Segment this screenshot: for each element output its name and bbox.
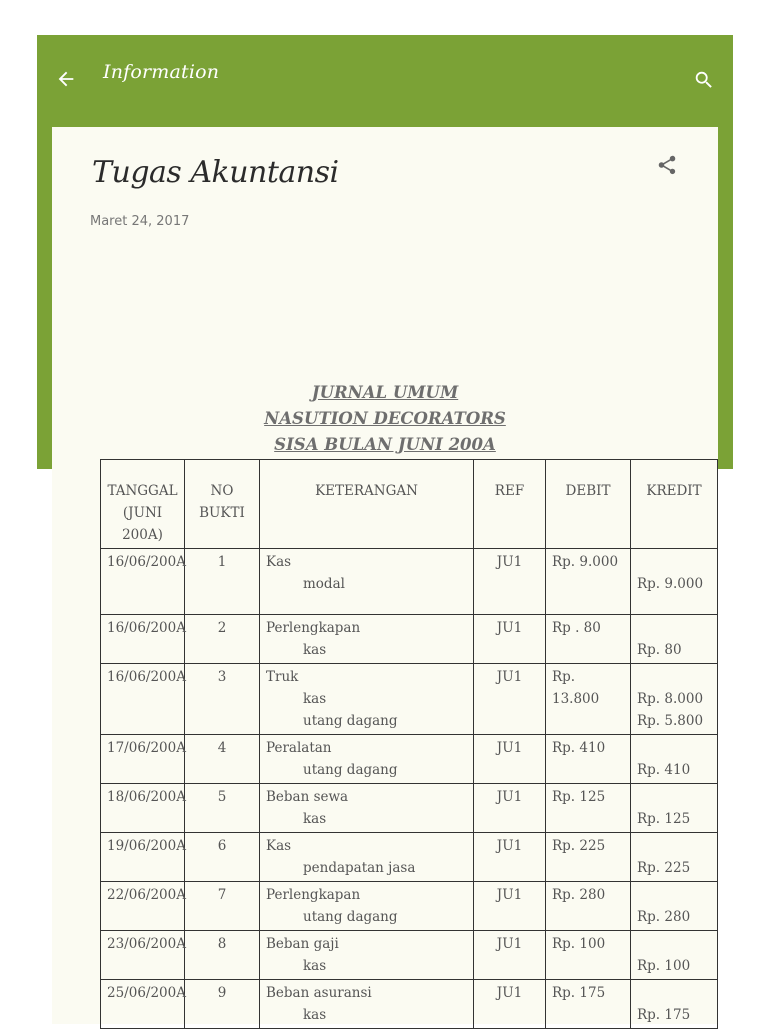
kredit-value: Rp. 125 bbox=[637, 811, 691, 827]
credit-account: kas bbox=[303, 811, 327, 827]
column-header-no-bukti: NO BUKTI bbox=[185, 460, 260, 549]
cell-tanggal: 18/06/200A bbox=[101, 784, 185, 833]
cell-debit: Rp. 280 bbox=[546, 882, 631, 931]
credit-account: kas bbox=[303, 1007, 327, 1023]
cell-ref: JU1 bbox=[474, 615, 546, 664]
cell-keterangan bbox=[260, 664, 474, 735]
debit-account: Kas bbox=[266, 554, 292, 570]
cell-keterangan bbox=[260, 980, 474, 1029]
cell-keterangan bbox=[260, 833, 474, 882]
cell-ref: JU1 bbox=[474, 784, 546, 833]
credit-account: utang dagang bbox=[303, 713, 398, 729]
credit-account: pendapatan jasa bbox=[303, 860, 416, 876]
debit-account: Peralatan bbox=[266, 740, 332, 756]
cell-debit: Rp . 80 bbox=[546, 615, 631, 664]
column-header-keterangan: KETERANGAN bbox=[260, 460, 474, 549]
table-row bbox=[101, 931, 718, 980]
cell-no-bukti: 4 bbox=[185, 735, 260, 784]
cell-debit: Rp. 125 bbox=[546, 784, 631, 833]
cell-tanggal: 16/06/200A bbox=[101, 549, 185, 615]
cell-no-bukti: 8 bbox=[185, 931, 260, 980]
period-heading: SISA BULAN JUNI 200A bbox=[274, 435, 496, 454]
credit-account: kas bbox=[303, 642, 327, 658]
cell-no-bukti: 2 bbox=[185, 615, 260, 664]
column-header-kredit: KREDIT bbox=[631, 460, 718, 549]
cell-tanggal: 17/06/200A bbox=[101, 735, 185, 784]
cell-kredit bbox=[631, 980, 718, 1029]
cell-tanggal: 23/06/200A bbox=[101, 931, 185, 980]
cell-debit: Rp. 175 bbox=[546, 980, 631, 1029]
cell-kredit bbox=[631, 931, 718, 980]
cell-kredit bbox=[631, 615, 718, 664]
cell-no-bukti: 3 bbox=[185, 664, 260, 735]
kredit-value: Rp. 280 bbox=[637, 909, 691, 925]
credit-account: utang dagang bbox=[303, 909, 398, 925]
debit-account: Perlengkapan bbox=[266, 620, 361, 636]
table-row bbox=[101, 735, 718, 784]
cell-tanggal: 16/06/200A bbox=[101, 615, 185, 664]
credit-account: kas bbox=[303, 691, 327, 707]
kredit-value: Rp. 8.000 bbox=[637, 691, 704, 707]
table-row bbox=[101, 833, 718, 882]
post-date: Maret 24, 2017 bbox=[90, 214, 190, 229]
credit-account: kas bbox=[303, 958, 327, 974]
cell-ref: JU1 bbox=[474, 833, 546, 882]
cell-no-bukti: 5 bbox=[185, 784, 260, 833]
cell-keterangan bbox=[260, 549, 474, 615]
table-row bbox=[101, 980, 718, 1029]
cell-keterangan bbox=[260, 784, 474, 833]
cell-kredit bbox=[631, 735, 718, 784]
cell-ref: JU1 bbox=[474, 664, 546, 735]
cell-kredit bbox=[631, 833, 718, 882]
cell-debit: Rp. 100 bbox=[546, 931, 631, 980]
table-row bbox=[101, 615, 718, 664]
cell-debit: Rp. 13.800 bbox=[546, 664, 631, 735]
kredit-value: Rp. 80 bbox=[637, 642, 682, 658]
table-row bbox=[101, 882, 718, 931]
search-icon[interactable] bbox=[693, 69, 715, 91]
cell-kredit bbox=[631, 549, 718, 615]
cell-kredit bbox=[631, 664, 718, 735]
table-row bbox=[101, 549, 718, 615]
cell-ref: JU1 bbox=[474, 980, 546, 1029]
cell-tanggal: 22/06/200A bbox=[101, 882, 185, 931]
cell-tanggal: 25/06/200A bbox=[101, 980, 185, 1029]
share-icon[interactable] bbox=[656, 154, 678, 176]
cell-debit: Rp. 225 bbox=[546, 833, 631, 882]
cell-keterangan bbox=[260, 615, 474, 664]
cell-tanggal: 19/06/200A bbox=[101, 833, 185, 882]
debit-account: Beban asuransi bbox=[266, 985, 372, 1001]
cell-ref: JU1 bbox=[474, 931, 546, 980]
kredit-value: Rp. 9.000 bbox=[637, 576, 704, 592]
cell-no-bukti: 9 bbox=[185, 980, 260, 1029]
top-app-bar bbox=[37, 35, 733, 127]
kredit-value: Rp. 175 bbox=[637, 1007, 691, 1023]
kredit-value: Rp. 5.800 bbox=[637, 713, 704, 729]
table-row bbox=[101, 784, 718, 833]
post-title: Tugas Akuntansi bbox=[92, 155, 339, 190]
table-row bbox=[101, 664, 718, 735]
cell-ref: JU1 bbox=[474, 735, 546, 784]
cell-ref: JU1 bbox=[474, 882, 546, 931]
column-header-debit: DEBIT bbox=[546, 460, 631, 549]
column-header-ref: REF bbox=[474, 460, 546, 549]
journal-table bbox=[100, 459, 718, 1029]
cell-debit: Rp. 410 bbox=[546, 735, 631, 784]
column-header-tanggal: TANGGAL (JUNI 200A) bbox=[101, 460, 185, 549]
cell-keterangan bbox=[260, 931, 474, 980]
journal-heading: JURNAL UMUM bbox=[311, 383, 459, 402]
debit-account: Beban gaji bbox=[266, 936, 339, 952]
company-heading: NASUTION DECORATORS bbox=[264, 409, 506, 428]
cell-keterangan bbox=[260, 735, 474, 784]
cell-no-bukti: 6 bbox=[185, 833, 260, 882]
cell-no-bukti: 1 bbox=[185, 549, 260, 615]
debit-account: Truk bbox=[266, 669, 299, 685]
cell-kredit bbox=[631, 882, 718, 931]
credit-account: utang dagang bbox=[303, 762, 398, 778]
debit-account: Perlengkapan bbox=[266, 887, 361, 903]
cell-kredit bbox=[631, 784, 718, 833]
cell-ref: JU1 bbox=[474, 549, 546, 615]
app-title[interactable]: Information bbox=[103, 61, 220, 83]
cell-tanggal: 16/06/200A bbox=[101, 664, 185, 735]
table-header-row bbox=[101, 460, 718, 549]
back-arrow-icon[interactable] bbox=[55, 68, 77, 90]
debit-account: Beban sewa bbox=[266, 789, 349, 805]
kredit-value: Rp. 225 bbox=[637, 860, 691, 876]
cell-debit: Rp. 9.000 bbox=[546, 549, 631, 615]
credit-account: modal bbox=[303, 576, 345, 592]
cell-keterangan bbox=[260, 882, 474, 931]
kredit-value: Rp. 100 bbox=[637, 958, 691, 974]
cell-no-bukti: 7 bbox=[185, 882, 260, 931]
kredit-value: Rp. 410 bbox=[637, 762, 691, 778]
debit-account: Kas bbox=[266, 838, 292, 854]
